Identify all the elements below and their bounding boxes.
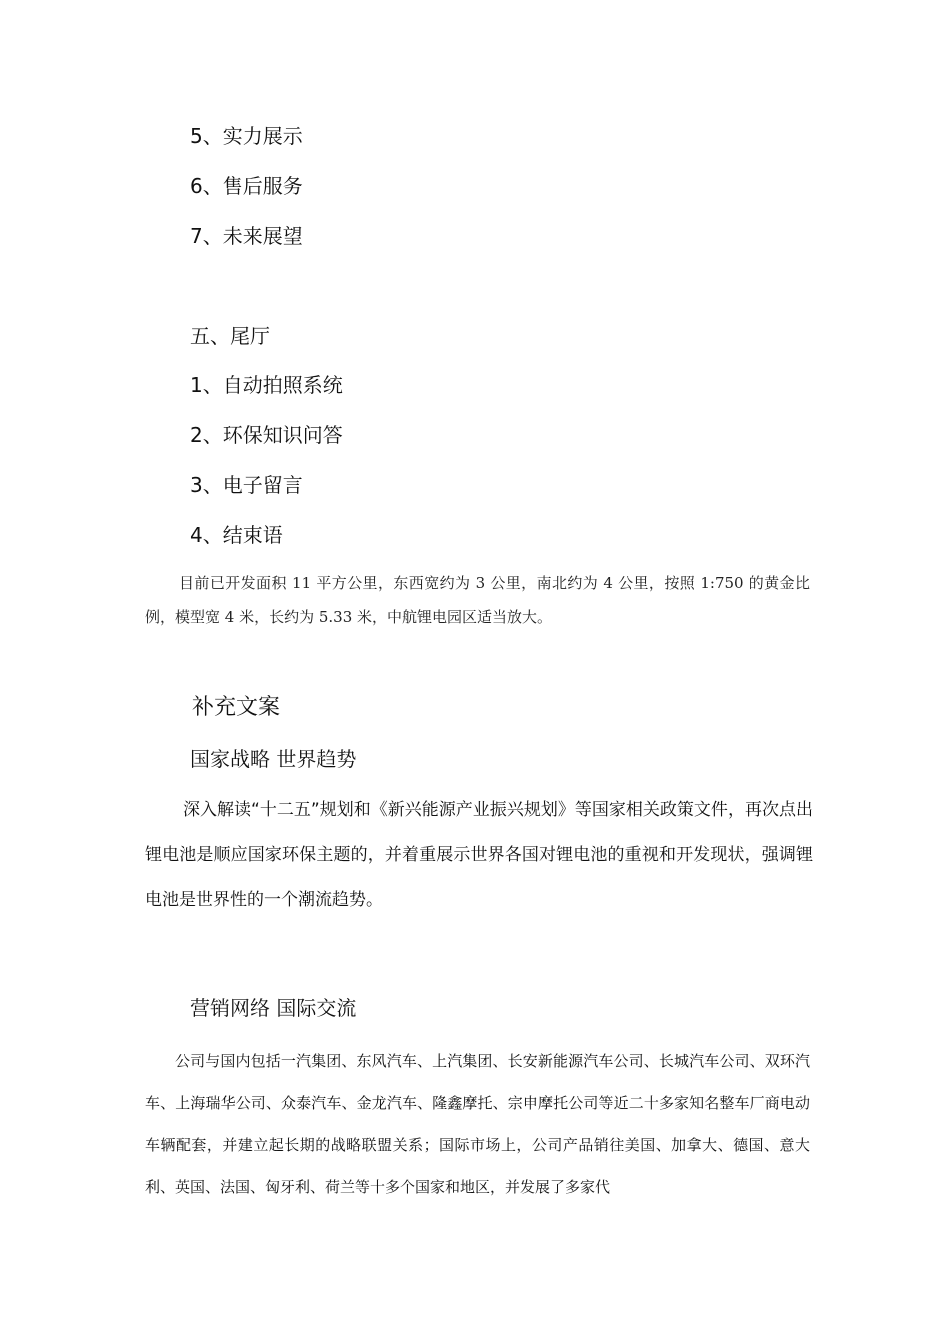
network-heading: 营销网络 国际交流 [190, 996, 357, 1020]
section-five-title: 五、尾厅 [190, 324, 270, 348]
section-five-item-3: 3、电子留言 [190, 473, 303, 497]
section-five-item-4: 4、结束语 [190, 523, 283, 547]
model-note-paragraph: 目前已开发面积 11 平方公里，东西宽约为 3 公里，南北约为 4 公里，按照 1:750 的黄金比例，模型宽 4 米，长约为 5.33 米，中航锂电园区适当放大。 [145, 574, 810, 626]
strategy-heading: 国家战略 世界趋势 [190, 747, 357, 771]
list-item-6: 6、售后服务 [190, 174, 303, 198]
list-item-5: 5、实力展示 [190, 124, 303, 148]
section-five-item-2: 2、环保知识问答 [190, 423, 343, 447]
strategy-paragraph: 深入解读“十二五”规划和《新兴能源产业振兴规划》等国家相关政策文件，再次点出锂电池是顺应国家环保主题的，并着重展示世界各国对锂电池的重视和开发现状，强调锂电池是世界性的一个潮流趋势。 [145, 800, 813, 910]
section-five-item-1: 1、自动拍照系统 [190, 373, 343, 397]
network-paragraph: 公司与国内包括一汽集团、东风汽车、上汽集团、长安新能源汽车公司、长城汽车公司、双环汽车、上海瑞华公司、众泰汽车、金龙汽车、隆鑫摩托、宗申摩托公司等近二十多家知名整车厂商电动车辆配套，并建立起长期的战略联盟关系；国际市场上，公司产品销往美国、加拿大、德国、意大利、英国、法国、匈牙利、荷兰等十多个国家和地区，并发展了多家代 [145, 1052, 810, 1196]
supplement-title: 补充文案 [192, 695, 281, 720]
list-item-7: 7、未来展望 [190, 224, 303, 248]
